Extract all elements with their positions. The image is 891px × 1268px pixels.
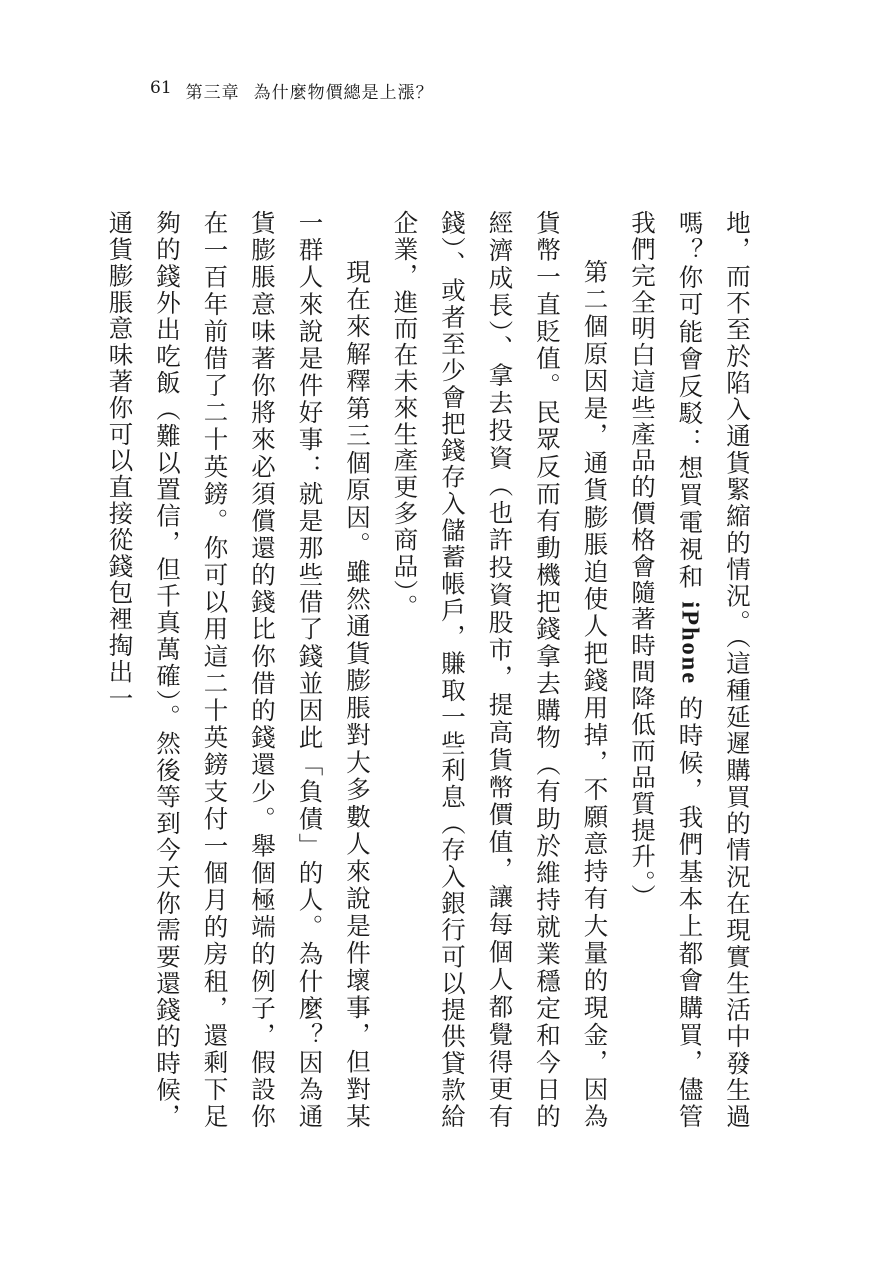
paragraph-1-part-2: 的時候，我們基本上都會購買，儘管我們完全明白這些產品的價格會隨著時間降低而品質提升。） <box>628 210 705 1130</box>
chapter-title: 為什麼物價總是上漲？ <box>253 83 434 103</box>
iphone-term: iPhone <box>676 601 704 685</box>
page-number: 61 <box>150 78 172 98</box>
running-head <box>150 78 434 103</box>
paragraph-1 <box>619 210 762 1130</box>
paragraph-3: 現在來解釋第三個原因。雖然通貨膨脹對大多數人來說是件壞事，但對某一群人來說是件好事：就是那些借了錢並因此「負債」的人。為什麼？因為通貨膨脹意味著你將來必須償還的錢比你借的錢還少。舉個極端的例子，假設你在一百年前借了二十英鎊。你可以用這二十英鎊支付一個月的房租，還剩下足夠的錢外出吃飯（難以置信，但千真萬確）。然後等到今天你需要還錢的時候，通貨膨脹意味著你可以直接從錢包裡掏出一 <box>105 210 372 1130</box>
paragraph-2: 第二個原因是，通貨膨脹迫使人把錢用掉，不願意持有大量的現金，因為貨幣一直貶值。民眾反而有動機把錢拿去購物（有助於維持就業穩定和今日的經濟成長）、拿去投資（也許投資股市，提高貨幣價值，讓每個人都覺得更有錢）、或者至少會把錢存入儲蓄帳戶，賺取一些利息（存入銀行可以提供貸款給企業，進而在未來生產更多商品）。 <box>390 210 610 1130</box>
body-text <box>105 210 761 1130</box>
paragraph-1-part-1: 地，而不至於陷入通貨緊縮的情況。（這種延遲購買的情況在現實生活中發生過嗎？你可能會反駁：想買電視和 <box>675 210 752 1130</box>
chapter-label: 第三章 <box>185 83 240 103</box>
